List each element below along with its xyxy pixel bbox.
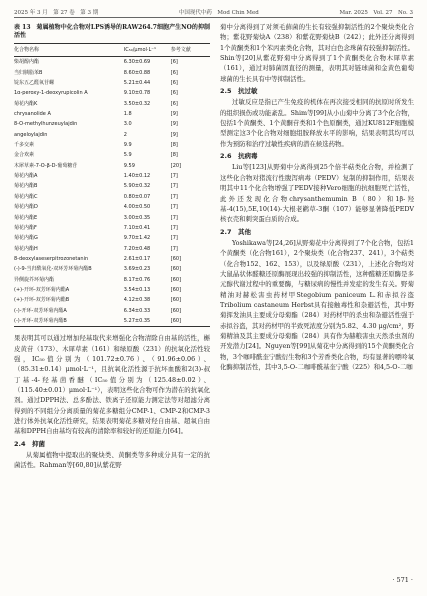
cell-compound-name: 菊花内酯B: [14, 183, 38, 190]
cell-reference: [6]: [170, 59, 178, 66]
table-row: [14, 316, 210, 327]
table-row: [14, 202, 210, 212]
cell-ic50: 6.34±0.33: [123, 307, 151, 314]
cell-compound-name: angeloylajdin: [14, 131, 48, 138]
cell-compound-name: 菊花内酯G: [14, 235, 38, 242]
body-paragraph: 果表明其可以通过增加羟基取代来增强化合物清除自由基的活性，槲皮黄苷（173）、木犀草素（161）和绿原酸（231）的抗氧化活性较强，IC₅₀值分别为（101.72±0.76）、（91.96±0.06）、（85.31±0.14）μmol·L⁻¹，且抗氧化活性源于抗坏血酸和2(3)-叔丁基-4-羟基茴香醚（IC₅₀值分别为（125.48±0.02）、（115.40±0.01）μmol·L⁻¹），表明这些化合物可作为潜在的抗氧化剂。通过DPPH法、总多酚法、铁离子还原能力测定法等对超滤分离得到的不同组分分离质量的菊花多糖组分CMP-1、CMP-2和CMP-3进行体外抗氧化活性研究，结果表明菊花多糖对羟自由基、超氧自由基和DPPH自由基均有较高的清除率和较好的还原能力[64]。: [14, 334, 210, 436]
cell-reference: [9]: [170, 121, 178, 128]
table-row: [14, 192, 210, 202]
table-row: [14, 99, 210, 109]
cell-ic50: 3.50±0.32: [123, 100, 151, 107]
table-header-ic50: IC₅₀/μmol·L⁻¹: [124, 44, 171, 57]
cell-reference: [8]: [170, 142, 178, 149]
cell-compound-name: 千多交素: [14, 142, 35, 149]
table-row: [14, 171, 210, 181]
table-row: [14, 140, 210, 150]
cell-reference: [9]: [170, 131, 178, 138]
cell-ic50: 1.8: [123, 111, 132, 118]
cell-reference: [7]: [170, 245, 178, 252]
section-heading: 2.5 抗过敏: [220, 87, 258, 96]
table-header-row: [14, 44, 210, 57]
table-body: [14, 57, 210, 327]
cell-compound-name: (-)-开环-双芳环菊内酯B: [14, 316, 124, 327]
section-heading: 2.6 抗病毒: [220, 152, 258, 161]
cell-ic50: 9.70±1.42: [123, 235, 151, 242]
section-heading: 2.4 抑菌: [14, 439, 46, 448]
cell-reference: [6]: [170, 69, 178, 76]
cell-ic50: 5.90±0.32: [123, 183, 151, 190]
cell-ic50: 1.40±0.12: [123, 173, 151, 180]
table-row: [14, 68, 210, 78]
cell-reference: [6]: [170, 80, 178, 87]
cell-ic50: 0.80±0.07: [123, 193, 151, 200]
table-row: [14, 264, 210, 274]
cell-compound-name: 锭东五乙醛氧苷螺: [14, 80, 55, 87]
header-journal: 中国现代中药 Mod Chin Med: [178, 10, 259, 16]
cell-ic50: 4.00±0.50: [123, 204, 151, 211]
cell-compound-name: chrysanolide A: [14, 111, 51, 118]
cell-reference: [7]: [170, 235, 178, 242]
cell-compound-name: 木犀草素-7-O-β-D-葡萄糖苷: [14, 162, 78, 169]
table-row: [14, 130, 210, 140]
table-row: [14, 119, 210, 129]
cell-reference: [9]: [170, 111, 178, 118]
cell-reference: [7]: [170, 204, 178, 211]
cell-ic50: 2: [123, 131, 127, 138]
right-column: [220, 22, 414, 372]
table-row: [14, 150, 210, 160]
cell-ic50: 3.00±0.35: [123, 214, 151, 221]
cell-reference: [60]: [170, 297, 182, 304]
left-column: [14, 22, 210, 471]
header-issue: 2025 年 3 月 第 27 卷 第 3 期: [14, 10, 99, 16]
cell-compound-name: (-)-开环-双芳环菊内酯A: [14, 307, 67, 314]
cell-ic50: 3.54±0.13: [123, 286, 151, 293]
cell-compound-name: 8-deoxylaseserpitrozonetanin: [14, 255, 89, 262]
cell-compound-name: 菊花内酯C: [14, 193, 38, 200]
page-number: · 571 ·: [392, 576, 413, 584]
table-row: [14, 78, 210, 88]
table-row: [14, 244, 210, 254]
cell-ic50: 4.12±0.38: [123, 297, 151, 304]
table-row: [14, 223, 210, 233]
cell-compound-name: 8-O-methylhunzeuylajdin: [14, 121, 78, 128]
table-header-ref: 参考文献: [171, 44, 210, 57]
cell-compound-name: 菊花内酯K: [14, 100, 38, 107]
cell-reference: [60]: [170, 307, 182, 314]
cell-ic50: 9.10±0.78: [123, 90, 151, 97]
cell-compound-name: 菊花内酯H: [14, 245, 38, 252]
cell-ic50: 3.69±0.23: [123, 266, 151, 273]
cell-compound-name: 菊花内酯A: [14, 173, 38, 180]
cell-reference: [60]: [170, 255, 182, 262]
cell-ic50: 5.9: [123, 152, 132, 159]
header-rule: [14, 17, 413, 18]
cell-reference: [60]: [170, 266, 182, 273]
cell-reference: [7]: [170, 193, 178, 200]
compound-table: [14, 43, 210, 327]
body-paragraph: 菊中分离得到了对须毛藓菌的生长有较强抑制活性的2个聚炔类化合物；紫花野菊炔A（238）和紫花野菊炔B（242）；此外还分离得到1个黄酮类和1个苯丙素类化合物，其对白色念珠菌有较强抑制活性。Shin等[20]从紫花野菊中分离得到了1个黄酮类化合物木犀草素（161），通过对肺菌固直径的测量，表明其对链球菌和金黄色葡萄球菌的生长具有中等抑制活性。: [220, 23, 414, 83]
cell-reference: [7]: [170, 173, 178, 180]
cell-ic50: 3.0: [123, 121, 132, 128]
body-paragraph: 过敏反应是指已产生免疫的机体在再次接受相同的抗原时所发生的组织损伤或功能紊乱。Shim等[99]从小山菊中分离了3个化合物，包括1个黄酮类、1个黄酮苷类和1个色原酮类，通过KU812F细胞模型测定这3个化合物对细胞组胺释放水平的影响，结果表明其均可以作为预防和治疗过敏性疾病的潜在候选药物。: [220, 98, 414, 148]
cell-ic50: 7.10±0.41: [123, 224, 151, 231]
cell-compound-name: 菊花内酯F: [14, 224, 37, 231]
table-row: [14, 57, 210, 68]
running-header: [14, 8, 413, 16]
body-paragraph: 从菊属植物中提取出的聚炔类、黄酮类等多种成分具有一定的抗菌活性。Rahman等[60,80]从紫花野: [14, 451, 210, 470]
table-row: [14, 88, 210, 98]
table-header-name: 化合物名称: [14, 44, 124, 57]
header-date: Mar. 2025 Vol. 27 No. 3: [339, 10, 413, 16]
cell-compound-name: 柴胡醇内酯: [14, 59, 40, 66]
section-heading: 2.7 其他: [220, 227, 252, 236]
cell-reference: [6]: [170, 100, 178, 107]
cell-compound-name: 1α-peroxy-1-deoxyrupicolin A: [14, 90, 88, 97]
table-row: [14, 285, 210, 295]
cell-ic50: 5.27±0.35: [124, 316, 171, 327]
cell-compound-name: 当归胰脂苯B: [14, 69, 43, 76]
table-row: [14, 109, 210, 119]
table-number: 表 13: [14, 24, 31, 31]
table-row: [14, 295, 210, 305]
cell-reference: [7]: [170, 224, 178, 231]
cell-compound-name: 菊花内酯E: [14, 214, 38, 221]
table-row: [14, 306, 210, 316]
body-paragraph: Yoshikawa等[24,26]从野菊花中分离得到了7个化合物，包括1个黄酮类（化合物161），2个聚炔类（化合物237、241），3个萜类（化合物152、162、153），以及绿原酸（231），上述化合物均对大鼠晶状体醛糖还原酶展现出较强的抑制活性，这种醛糖还原酶是多元醇代谢过程中的重要酶，与糖尿病的慢性并发症的发生有关。野菊精油对赫松害虫药材甲Stegobium paniceum L.和赤拟谷盗Tribolium castaneum Herbst具有接触毒性和杂避活性，其中野菊挥发油具主要成分母菊酯（284）对药材甲的杀虫和杂避活性强于赤拟谷盗，其对药材甲的半致死浓度分别为5.82、4.30 μg/cm²，野菊精油及其主要成分母菊酯（284）具有作为赫粮害虫天然杀虫剂的开发潜力[24]。Nguyen等[99]从菊花中分离得到的15个黄酮类化合物，3个咖啡酰奎宁酸衍生物和3个芳香类化合物，均有显著的嘌呤氧化酶抑制活性，其中3,5-O-二咖啡酰基奎宁酸（225）和4,5-O-二咖: [220, 238, 414, 371]
cell-reference: [6]: [170, 90, 178, 97]
table-caption: [14, 24, 210, 40]
table-row: [14, 213, 210, 223]
cell-ic50: 9.59: [123, 162, 135, 169]
cell-reference: [60]: [171, 316, 210, 327]
cell-ic50: 8.60±0.88: [123, 69, 151, 76]
cell-ic50: 5.21±0.44: [123, 80, 151, 87]
table-row: [14, 254, 210, 264]
cell-compound-name: (+)-开环-双芳环菊内酯A: [14, 286, 70, 293]
cell-ic50: 6.30±0.69: [123, 59, 151, 66]
cell-reference: [7]: [170, 214, 178, 221]
cell-ic50: 9.9: [123, 142, 132, 149]
cell-ic50: 8.17±0.76: [123, 276, 151, 283]
cell-compound-name: 菊花内酯D: [14, 204, 38, 211]
body-paragraph: Liu等[123]从野菊中分离得到25个倍半萜类化合物，并检测了这些化合物对猪流行性腹泻病毒（PEDV）复制的抑制作用，结果表明其中11个化合物增强了PEDV接种Vero细胞的抗细胞死亡活性，此外还发现化合物chrysanthemumin B（80）和1β-羟基-4(15),5E,10(14)-大根老鹳草-3酮（107）能够显著降低PEDV核衣壳和刺突蛋白质的合成。: [220, 163, 414, 224]
table-title: 菊属植物中化合物对LPS诱导的RAW264.7细胞产生NO的抑制活性: [14, 24, 210, 39]
cell-reference: [8]: [170, 152, 178, 159]
table-row: [14, 161, 210, 171]
cell-reference: [60]: [170, 276, 182, 283]
cell-reference: [20]: [170, 162, 182, 169]
cell-compound-name: (-)-9-当归酰氧化-双环芳环菊内酯B: [14, 266, 92, 273]
cell-reference: [7]: [170, 183, 178, 190]
table-row: [14, 233, 210, 243]
cell-compound-name: (+)-开环-双芳环菊内酯B: [14, 297, 70, 304]
cell-compound-name: 异侧旋芥环菊内酯: [14, 276, 55, 283]
cell-compound-name: 金合欢素: [14, 152, 35, 159]
cell-ic50: 2.61±0.17: [123, 255, 151, 262]
table-row: [14, 181, 210, 191]
cell-ic50: 7.20±0.48: [123, 245, 151, 252]
cell-reference: [60]: [170, 286, 182, 293]
table-row: [14, 275, 210, 285]
